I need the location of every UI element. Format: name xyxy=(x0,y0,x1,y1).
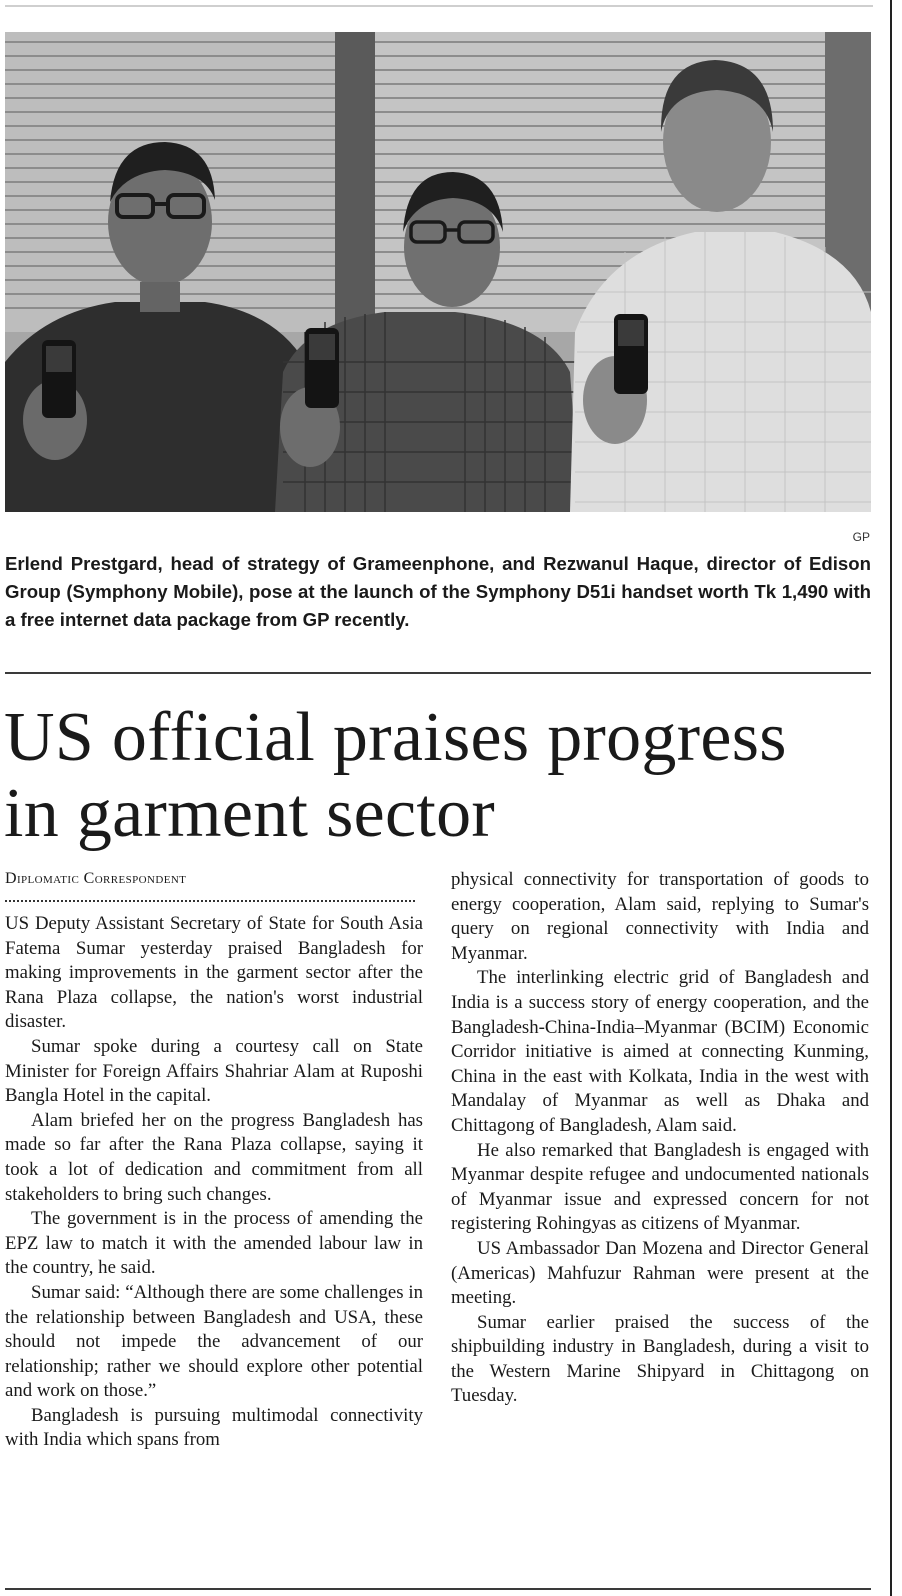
article-column-right xyxy=(451,868,869,1409)
headline-line-2: in garment sector xyxy=(4,775,496,852)
paragraph: Alam briefed her on the progress Bangladesh has made so far after the Rana Plaza collapse, saying it took a lot of dedication and commitment from all stakeholders to bring such changes. xyxy=(5,1109,423,1205)
paragraph: US Deputy Assistant Secretary of State for South Asia Fatema Sumar yesterday praised Bangladesh for making improvements in the garment sector after the Rana Plaza collapse, the nation's worst industrial disaster. xyxy=(5,913,423,1033)
photo-caption: Erlend Prestgard, head of strategy of Grameenphone, and Rezwanul Haque, director of Edison Group (Symphony Mobile), pose at the launch of the Symphony D51i handset worth Tk 1,490 with a free internet data package from GP recently. xyxy=(5,553,871,630)
top-rule xyxy=(5,5,873,7)
paragraph: Bangladesh is pursuing multimodal connectivity with India which spans from xyxy=(5,1404,423,1451)
byline: Diplomatic Correspondent xyxy=(5,870,187,887)
bottom-rule xyxy=(5,1588,871,1590)
paragraph: The interlinking electric grid of Bangladesh and India is a success story of energy cooperation, and the Bangladesh-China-India–Myanmar (BCIM) Economic Corridor initiative is aimed at connecting Kunming, China in the east with Kolkata, India in the west with Mandalay of Myanmar as well as Dhaka and Chittagong of Bangladesh, Alam said. xyxy=(451,967,869,1136)
headline-line-1: US official praises progress xyxy=(4,699,787,776)
article-column-left xyxy=(5,868,423,1453)
headline xyxy=(4,700,884,852)
column-rule xyxy=(890,0,892,1596)
caption-divider xyxy=(5,672,871,674)
paragraph: Sumar said: “Although there are some challenges in the relationship between Bangladesh and USA, these should not impede the advancement of our relationship; rather we should explore other potential and work on those.” xyxy=(5,1281,423,1402)
paragraph: US Ambassador Dan Mozena and Director General (Americas) Mahfuzur Rahman were present at the meeting. xyxy=(451,1237,869,1309)
photo-credit: GP xyxy=(852,530,870,544)
byline-dotted-rule xyxy=(5,892,415,902)
paragraph: The government is in the process of amending the EPZ law to match it with the amended labour law in the country, he said. xyxy=(5,1208,423,1279)
paragraph: He also remarked that Bangladesh is engaged with Myanmar despite refugee and undocumented nationals of Myanmar issue and expressed concern for not registering Rohingyas as citizens of Myanmar. xyxy=(451,1139,869,1235)
paragraph: physical connectivity for transportation of goods to energy cooperation, Alam said, replying to Sumar's query on regional connectivity with India and Myanmar. xyxy=(451,869,869,964)
paragraph: Sumar earlier praised the success of the shipbuilding industry in Bangladesh, during a visit to the Western Marine Shipyard in Chittagong on Tuesday. xyxy=(451,1311,869,1407)
news-photo xyxy=(5,32,871,512)
paragraph: Sumar spoke during a courtesy call on State Minister for Foreign Affairs Shahriar Alam at Ruposhi Bangla Hotel in the capital. xyxy=(5,1035,423,1107)
